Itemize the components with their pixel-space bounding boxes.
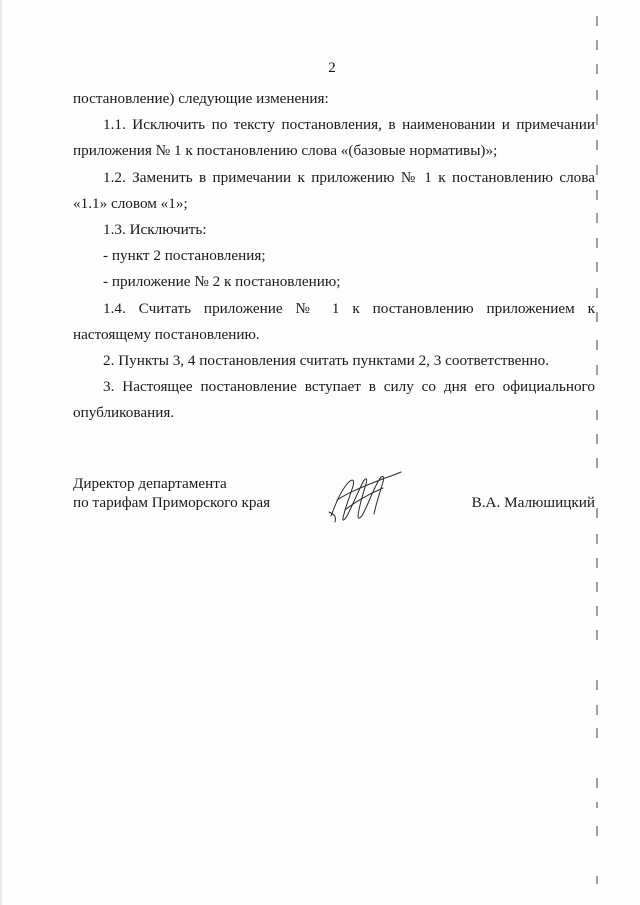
body-paragraph: постановление) следующие изменения: bbox=[73, 90, 329, 107]
body-paragraph: 1.2. Заменить в примечании к приложению № 1 к постановлению слова «1.1» словом «1»; bbox=[73, 168, 595, 212]
body-paragraph: 1.4. Считать приложение № 1 к постановлению приложением к настоящему постановлению. bbox=[73, 299, 595, 343]
signature-block bbox=[73, 474, 595, 524]
page-number: 2 bbox=[328, 60, 336, 76]
body-paragraph: 2. Пункты 3, 4 постановления считать пунктами 2, 3 соответственно. bbox=[103, 352, 550, 370]
body-paragraph: 1.1. Исключить по тексту постановления, в наименовании и примечании приложения № 1 к постановлению слова «(базовые нормативы)»; bbox=[73, 116, 595, 160]
signatory-name: В.А. Малюшицкий bbox=[471, 494, 595, 511]
body-paragraph: 3. Настоящее постановление вступает в силу со дня его официального опубликования. bbox=[73, 378, 595, 422]
scan-left-edge bbox=[0, 0, 4, 905]
signatory-position bbox=[73, 474, 270, 512]
signatory-position-line: по тарифам Приморского края bbox=[73, 494, 271, 511]
signatory-position-line: Директор департамента bbox=[73, 475, 227, 492]
body-paragraph: - пункт 2 постановления; bbox=[103, 247, 266, 265]
document-body bbox=[73, 86, 595, 427]
body-paragraph: 1.3. Исключить: bbox=[103, 221, 207, 239]
body-paragraph: - приложение № 2 к постановлению; bbox=[103, 273, 341, 291]
handwritten-signature bbox=[325, 466, 405, 528]
